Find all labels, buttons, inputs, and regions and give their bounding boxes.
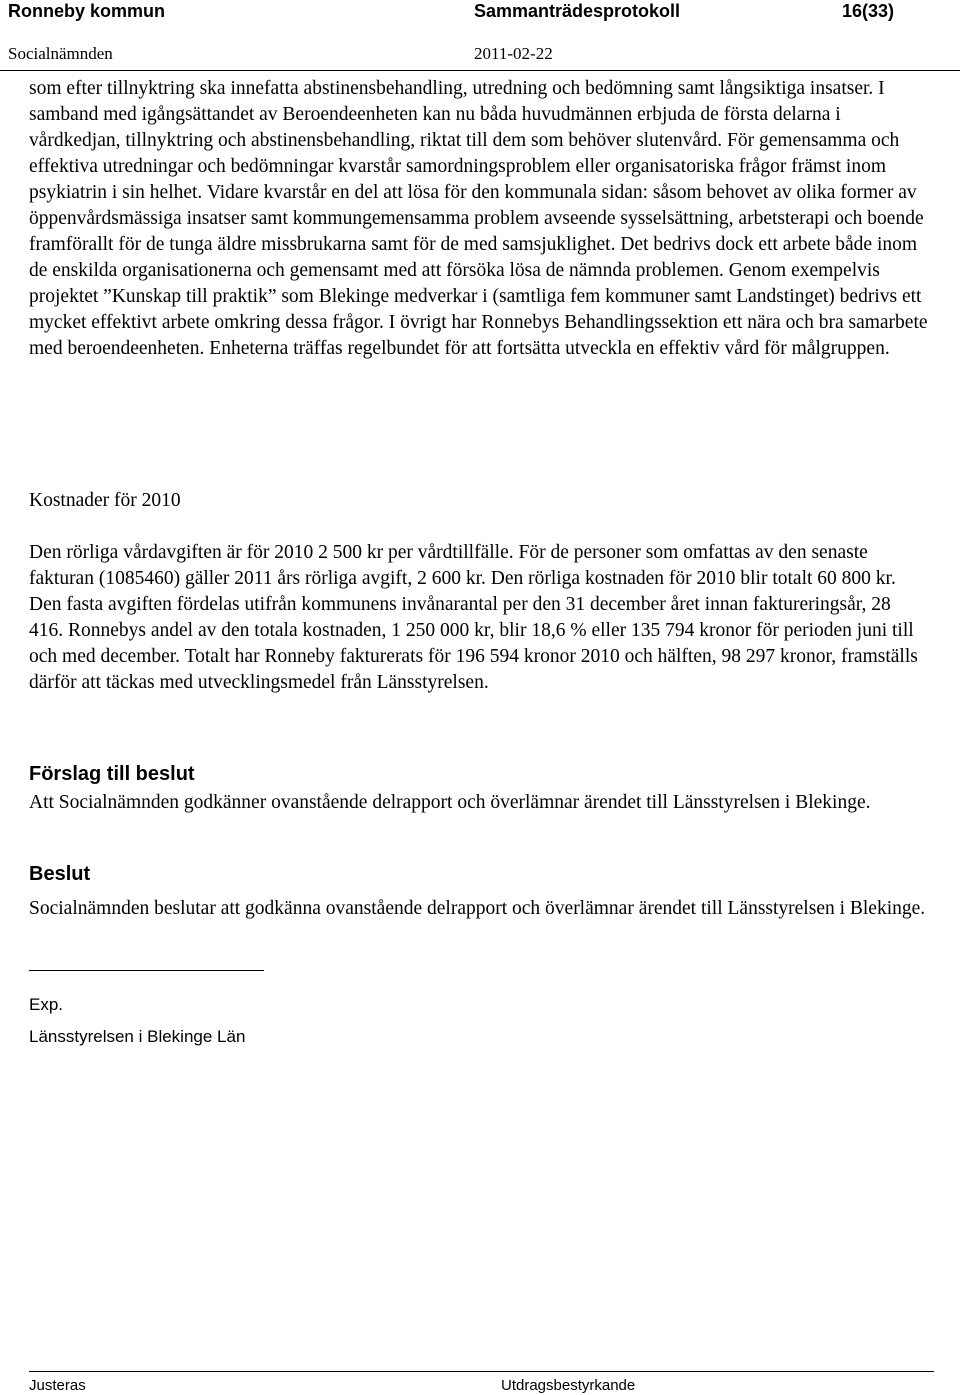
footer-justeras: Justeras [29, 1377, 86, 1394]
section-heading-proposal: Förslag till beslut [29, 763, 195, 785]
meeting-date: 2011-02-22 [474, 44, 553, 63]
costs-paragraph: Den rörliga vårdavgiften är för 2010 2 500 kr per vårdtillfälle. För de personer som omfattas av den senaste fakturan (1085460) gäller 2011 års rörliga avgift, 2 600 kr. Den rörliga kostnaden för 2010 blir totalt 60 800 kr. Den fasta avgiften fördelas utifrån kommunens invånarantal per den 31 december året innan faktureringsår, 28 416. Ronnebys andel av den totala kostnaden, 1 250 000 kr, blir 18,6 % eller 135 794 kronor för perioden juni till och med december. Totalt har Ronneby fakturerats för 196 594 kronor 2010 och hälften, 98 297 kronor, framställs därför att täckas med utvecklingsmedel från Länsstyrelsen. [29, 542, 918, 693]
page-header [8, 0, 940, 24]
page-number: 16(33) [842, 1, 895, 21]
page-subheader [8, 44, 940, 64]
section-heading-costs: Kostnader för 2010 [29, 490, 181, 511]
separator-line [29, 970, 264, 971]
municipality-name: Ronneby kommun [8, 1, 166, 21]
section-heading-decision: Beslut [29, 863, 91, 885]
proposal-paragraph: Att Socialnämnden godkänner ovanstående delrapport och överlämnar ärendet till Länsstyrelsen i Blekinge. [29, 792, 871, 813]
body-paragraph: som efter tillnyktring ska innefatta abstinensbehandling, utredning och bedömning samt långsiktiga insatser. I samband med igångsättandet av Beroendeenheten kan nu båda huvudmännen erbjuda de första delarna i vårdkedjan, tillnyktring och abstinensbehandling, riktat till dem som behöver slutenvård. För gemensamma och effektiva utredningar och bedömningar kvarstår samordningsproblem eller organisatoriska frågor främst inom psykiatrin i sin helhet. Vidare kvarstår en del att lösa för den kommunala sidan: såsom behovet av olika former av öppenvårdsmässiga insatser samt kommungemensamma problem avseende sysselsättning, arbetsterapi och boende framförallt för de tunga äldre missbrukarna samt för de med samsjuklighet. Det bedrivs dock ett arbete både inom de enskilda organisationerna och gemensamt med att försöka lösa de nämnda problemen. Genom exempelvis projektet ”Kunskap till praktik” som Blekinge medverkar i (samtliga fem kommuner samt Landstinget) bedrivs ett mycket effektivt arbete omkring dessa frågor. I övrigt har Ronnebys Behandlingssektion ett nära och bra samarbete med beroendeenheten. Enheterna träffas regelbundet för att fortsätta utveckla en effektiv vård för målgruppen. [29, 78, 928, 359]
committee-name: Socialnämnden [8, 44, 113, 63]
decision-paragraph: Socialnämnden beslutar att godkänna ovanstående delrapport och överlämnar ärendet till Länsstyrelsen i Blekinge. [29, 898, 926, 919]
distribution-recipient: Länsstyrelsen i Blekinge Län [29, 1027, 246, 1046]
distribution-label: Exp. [29, 995, 64, 1014]
footer-utdragsbestyrkande: Utdragsbestyrkande [501, 1377, 636, 1394]
header-divider [0, 70, 960, 71]
document-type: Sammanträdesprotokoll [474, 1, 681, 21]
footer-divider [29, 1371, 934, 1372]
